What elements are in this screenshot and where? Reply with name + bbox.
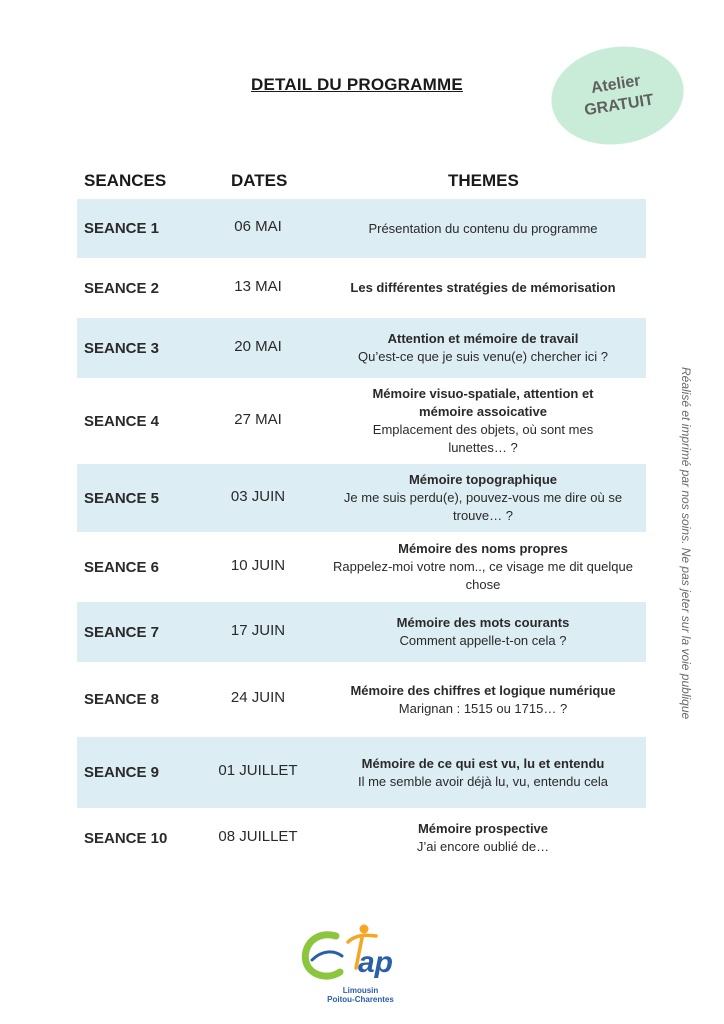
seance-label: SEANCE 3 [84, 339, 160, 357]
seance-theme [321, 532, 645, 602]
theme-title: Mémoire des chiffres et logique numérique [350, 682, 616, 698]
seance-theme [321, 602, 645, 662]
seance-date: 08 JUILLET [218, 827, 298, 845]
seance-theme [321, 199, 645, 258]
seance-label: SEANCE 6 [84, 558, 160, 576]
cap-logo [298, 920, 423, 1005]
table-row [77, 464, 646, 532]
seance-date: 17 JUIN [230, 621, 286, 639]
logo-word: ap [358, 946, 394, 979]
table-row [77, 662, 646, 737]
page-title: DETAIL DU PROGRAMME [251, 75, 463, 94]
seance-theme [321, 662, 645, 737]
table-row [77, 532, 646, 602]
seance-label: SEANCE 10 [84, 829, 168, 847]
theme-description: J’ai encore oublié de… [416, 839, 550, 854]
table-row [77, 602, 646, 662]
print-notice: Réalisé et imprimé par nos soins. Ne pas jeter sur la voie publique [679, 366, 693, 720]
column-header-themes: THEMES [448, 171, 519, 190]
badge-line-1: Atelier [589, 72, 642, 97]
seance-date: 20 MAI [234, 337, 282, 355]
seance-date: 10 JUIN [230, 556, 286, 574]
theme-title: Mémoire des mots courants [396, 615, 570, 630]
theme-description: Il me semble avoir déjà lu, vu, entendu cela [357, 773, 609, 789]
seance-date: 24 JUIN [230, 689, 286, 706]
logo-region-line-1: Limousin [342, 986, 379, 995]
table-row [77, 318, 646, 378]
table-row [77, 378, 646, 464]
column-header-seances: SEANCES [84, 171, 167, 190]
seance-date: 06 MAI [234, 218, 282, 235]
table-row [77, 808, 646, 868]
seance-label: SEANCE 9 [84, 764, 160, 781]
theme-title: Mémoire des noms propres [398, 541, 568, 556]
table-row [77, 258, 646, 318]
table-row [77, 737, 646, 808]
theme-title: Mémoire prospective [417, 821, 549, 836]
seance-date: 03 JUIN [230, 487, 286, 505]
theme-description: Comment appelle-t-on cela ? [399, 633, 567, 648]
table-row [77, 199, 646, 258]
seance-theme [321, 258, 645, 318]
seance-date: 27 MAI [234, 410, 282, 428]
cap-logo-mark [298, 920, 423, 986]
seance-theme [321, 378, 645, 464]
seance-label: SEANCE 4 [84, 412, 160, 430]
seance-label: SEANCE 1 [84, 220, 160, 237]
seance-label: SEANCE 2 [84, 279, 160, 297]
seance-date: 13 MAI [234, 277, 282, 295]
theme-description: Je me suis perdu(e), pouvez-vous me dire où se trouve… ? [343, 490, 623, 523]
seance-theme [321, 464, 645, 532]
theme-description: Présentation du contenu du programme [368, 220, 598, 236]
seance-theme [321, 318, 645, 378]
seance-theme [321, 737, 645, 808]
theme-title: Mémoire visuo-spatiale, attention et mémoire assoicative [372, 386, 594, 419]
logo-region-line-2: Poitou-Charentes [327, 995, 394, 1004]
seance-label: SEANCE 7 [84, 623, 160, 641]
seance-label: SEANCE 5 [84, 489, 160, 507]
theme-title: Attention et mémoire de travail [387, 331, 579, 346]
theme-title: Mémoire topographique [408, 472, 558, 487]
seance-date: 01 JUILLET [218, 762, 298, 779]
seance-theme [321, 808, 645, 868]
theme-description: Emplacement des objets, où sont mes lunettes… ? [372, 422, 594, 455]
theme-title: Les différentes stratégies de mémorisation [350, 280, 616, 295]
theme-description: Qu’est-ce que je suis venu(e) chercher ici ? [357, 349, 608, 364]
badge-line-2: GRATUIT [583, 91, 655, 119]
theme-description: Marignan : 1515 ou 1715… ? [398, 700, 568, 716]
theme-description: Rappelez-moi votre nom.., ce visage me dit quelque chose [333, 559, 633, 592]
seance-label: SEANCE 8 [84, 691, 160, 708]
theme-title: Mémoire de ce qui est vu, lu et entendu [361, 755, 605, 771]
free-workshop-badge [544, 37, 691, 154]
column-header-dates: DATES [231, 171, 288, 190]
